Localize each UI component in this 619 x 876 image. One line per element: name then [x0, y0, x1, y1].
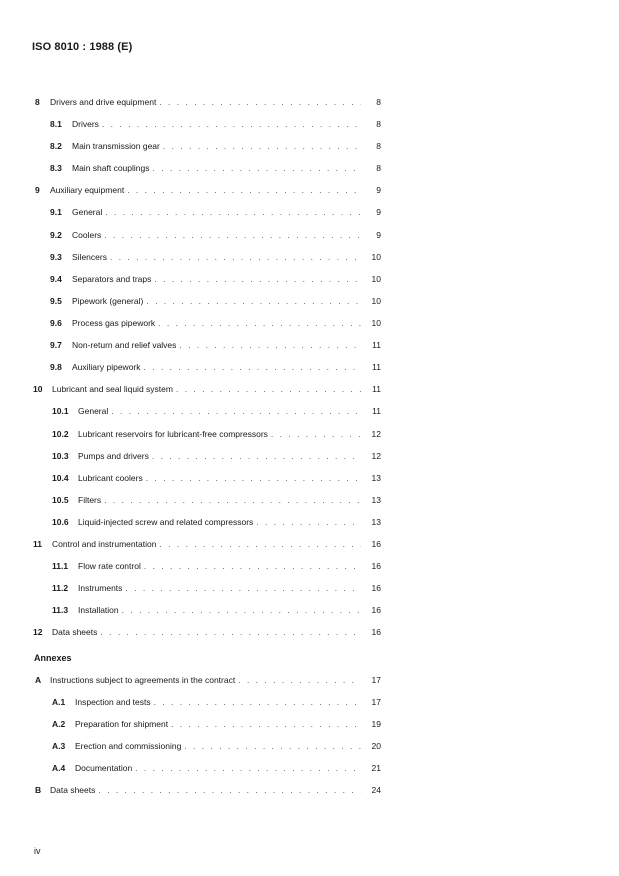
toc-entry-annex-a-3[interactable] [0, 739, 619, 753]
dot-leader [144, 559, 361, 573]
toc-page: 8 [376, 119, 381, 129]
toc-number: 9.7 [50, 340, 62, 350]
toc-number: 11.1 [52, 561, 69, 571]
dot-leader [146, 294, 361, 308]
toc-title: Pipework (general) [72, 294, 146, 308]
dot-leader [159, 537, 361, 551]
toc-entry-8[interactable] [0, 95, 619, 109]
toc-title: General [72, 205, 105, 219]
dot-leader [154, 695, 361, 709]
toc-number: B [35, 785, 42, 795]
toc-page: 8 [376, 141, 381, 151]
toc-title: Inspection and tests [75, 695, 154, 709]
toc-page: 16 [371, 627, 381, 637]
toc-page: 11 [372, 384, 381, 394]
toc-number: 8.2 [50, 141, 62, 151]
dot-leader [176, 382, 361, 396]
toc-entry-11-2[interactable] [0, 581, 619, 595]
toc-entry-12[interactable] [0, 625, 619, 639]
toc-page: 21 [371, 763, 381, 773]
toc-entry-annex-b[interactable] [0, 783, 619, 797]
toc-number: 10.5 [52, 495, 69, 505]
toc-page: 10 [371, 296, 381, 306]
dot-leader [105, 205, 361, 219]
dot-leader [111, 404, 361, 418]
toc-page: 17 [371, 675, 381, 685]
toc-number: 8.3 [50, 163, 62, 173]
toc-page: 9 [376, 230, 381, 240]
toc-title: Pumps and drivers [78, 449, 152, 463]
toc-title: Main shaft couplings [72, 161, 153, 175]
toc-page: 12 [371, 429, 381, 439]
toc-number: 10.2 [52, 429, 69, 439]
toc-entry-9-7[interactable] [0, 338, 619, 352]
toc-number: 10 [33, 384, 43, 394]
toc-entry-annex-a[interactable] [0, 673, 619, 687]
toc-title: Erection and commissioning [75, 739, 184, 753]
dot-leader [153, 161, 362, 175]
dot-leader [100, 625, 361, 639]
dot-leader [171, 717, 361, 731]
toc-page: 13 [371, 517, 381, 527]
toc-page: 20 [371, 741, 381, 751]
dot-leader [159, 95, 361, 109]
dot-leader [184, 739, 361, 753]
dot-leader [104, 228, 361, 242]
dot-leader [125, 581, 361, 595]
toc-title: Documentation [75, 761, 135, 775]
toc-title: Separators and traps [72, 272, 154, 286]
dot-leader [256, 515, 361, 529]
toc-number: 12 [33, 627, 43, 637]
toc-number: 9.6 [50, 318, 62, 328]
toc-number: 10.4 [52, 473, 69, 483]
toc-entry-10-6[interactable] [0, 515, 619, 529]
toc-entry-8-2[interactable] [0, 139, 619, 153]
toc-title: Control and instrumentation [52, 537, 159, 551]
dot-leader [104, 493, 361, 507]
dot-leader [144, 360, 362, 374]
toc-entry-8-3[interactable] [0, 161, 619, 175]
toc-entry-9-5[interactable] [0, 294, 619, 308]
toc-title: Data sheets [50, 783, 98, 797]
toc-entry-10-4[interactable] [0, 471, 619, 485]
dot-leader [127, 183, 361, 197]
toc-entry-10-5[interactable] [0, 493, 619, 507]
toc-number: 9.2 [50, 230, 62, 240]
toc-number: 10.6 [52, 517, 69, 527]
toc-number: 11.2 [52, 583, 69, 593]
toc-title: Lubricant coolers [78, 471, 146, 485]
toc-entry-9-6[interactable] [0, 316, 619, 330]
toc-number: 11.3 [52, 605, 69, 615]
toc-title: Coolers [72, 228, 104, 242]
toc-number: A.1 [52, 697, 66, 707]
dot-leader [146, 471, 361, 485]
toc-title: Auxiliary pipework [72, 360, 144, 374]
toc-number: 8 [35, 97, 40, 107]
toc-page: 10 [371, 274, 381, 284]
toc-title: Instructions subject to agreements in the contract [50, 673, 238, 687]
toc-page: 16 [371, 605, 381, 615]
toc-entry-9-8[interactable] [0, 360, 619, 374]
toc-page: 24 [371, 785, 381, 795]
dot-leader [238, 673, 361, 687]
toc-number: 9.8 [50, 362, 62, 372]
toc-entry-9-1[interactable] [0, 205, 619, 219]
dot-leader [135, 761, 361, 775]
toc-title: Data sheets [52, 625, 100, 639]
toc-page: 11 [372, 362, 381, 372]
toc-number: A.3 [52, 741, 66, 751]
toc-page: 11 [372, 340, 381, 350]
toc-title: Flow rate control [78, 559, 144, 573]
toc-title: Liquid-injected screw and related compressors [78, 515, 256, 529]
dot-leader [158, 316, 361, 330]
toc-title: Non-return and relief valves [72, 338, 179, 352]
dot-leader [163, 139, 361, 153]
toc-entry-11[interactable] [0, 537, 619, 551]
toc-number: A.2 [52, 719, 66, 729]
toc-entry-9-3[interactable] [0, 250, 619, 264]
toc-page: 9 [376, 185, 381, 195]
toc-page: 9 [376, 207, 381, 217]
toc-title: General [78, 404, 111, 418]
toc-entry-10-2[interactable] [0, 427, 619, 441]
toc-page: 8 [376, 163, 381, 173]
toc-page: 11 [372, 406, 381, 416]
toc-number: 11 [33, 539, 42, 549]
toc-entry-11-3[interactable] [0, 603, 619, 617]
toc-page: 16 [371, 539, 381, 549]
toc-number: 10.1 [52, 406, 69, 416]
toc-entry-annex-a-1[interactable] [0, 695, 619, 709]
toc-page: 8 [376, 97, 381, 107]
toc-entry-annex-a-4[interactable] [0, 761, 619, 775]
toc-number: 8.1 [50, 119, 62, 129]
toc-entry-10-3[interactable] [0, 449, 619, 463]
toc-page: 10 [371, 318, 381, 328]
toc-page: 13 [371, 495, 381, 505]
document-header: ISO 8010 : 1988 (E) [32, 41, 133, 53]
dot-leader [110, 250, 361, 264]
toc-entry-annex-a-2[interactable] [0, 717, 619, 731]
toc-title: Preparation for shipment [75, 717, 171, 731]
toc-number: 9 [35, 185, 40, 195]
toc-title: Installation [78, 603, 122, 617]
toc-number: A.4 [52, 763, 66, 773]
toc-title: Instruments [78, 581, 125, 595]
annexes-heading: Annexes [34, 653, 72, 663]
toc-page: 17 [371, 697, 381, 707]
toc-title: Drivers and drive equipment [50, 95, 159, 109]
toc-title: Auxiliary equipment [50, 183, 127, 197]
dot-leader [122, 603, 361, 617]
toc-title: Lubricant reservoirs for lubricant-free compressors [78, 427, 271, 441]
toc-entry-10-1[interactable] [0, 404, 619, 418]
toc-entry-9-2[interactable] [0, 228, 619, 242]
toc-page: 12 [371, 451, 381, 461]
toc-entry-9[interactable] [0, 183, 619, 197]
toc-page: 16 [371, 561, 381, 571]
toc-number: 9.4 [50, 274, 62, 284]
toc-number: 9.1 [50, 207, 62, 217]
page-number: iv [34, 846, 41, 856]
dot-leader [179, 338, 361, 352]
toc-number: 9.5 [50, 296, 62, 306]
toc-number: 10.3 [52, 451, 69, 461]
dot-leader [98, 783, 361, 797]
dot-leader [152, 449, 361, 463]
toc-title: Main transmission gear [72, 139, 163, 153]
toc-title: Lubricant and seal liquid system [52, 382, 176, 396]
toc-title: Process gas pipework [72, 316, 158, 330]
toc-number: A [35, 675, 42, 685]
toc-entry-11-1[interactable] [0, 559, 619, 573]
toc-page: 13 [371, 473, 381, 483]
toc-title: Drivers [72, 117, 102, 131]
toc-entry-8-1[interactable] [0, 117, 619, 131]
dot-leader [102, 117, 361, 131]
toc-entry-10[interactable] [0, 382, 619, 396]
toc-entry-9-4[interactable] [0, 272, 619, 286]
toc-title: Silencers [72, 250, 110, 264]
dot-leader [271, 427, 361, 441]
dot-leader [154, 272, 361, 286]
toc-number: 9.3 [50, 252, 62, 262]
toc-page: 16 [371, 583, 381, 593]
toc-page: 10 [371, 252, 381, 262]
toc-page: 19 [371, 719, 381, 729]
toc-title: Filters [78, 493, 104, 507]
